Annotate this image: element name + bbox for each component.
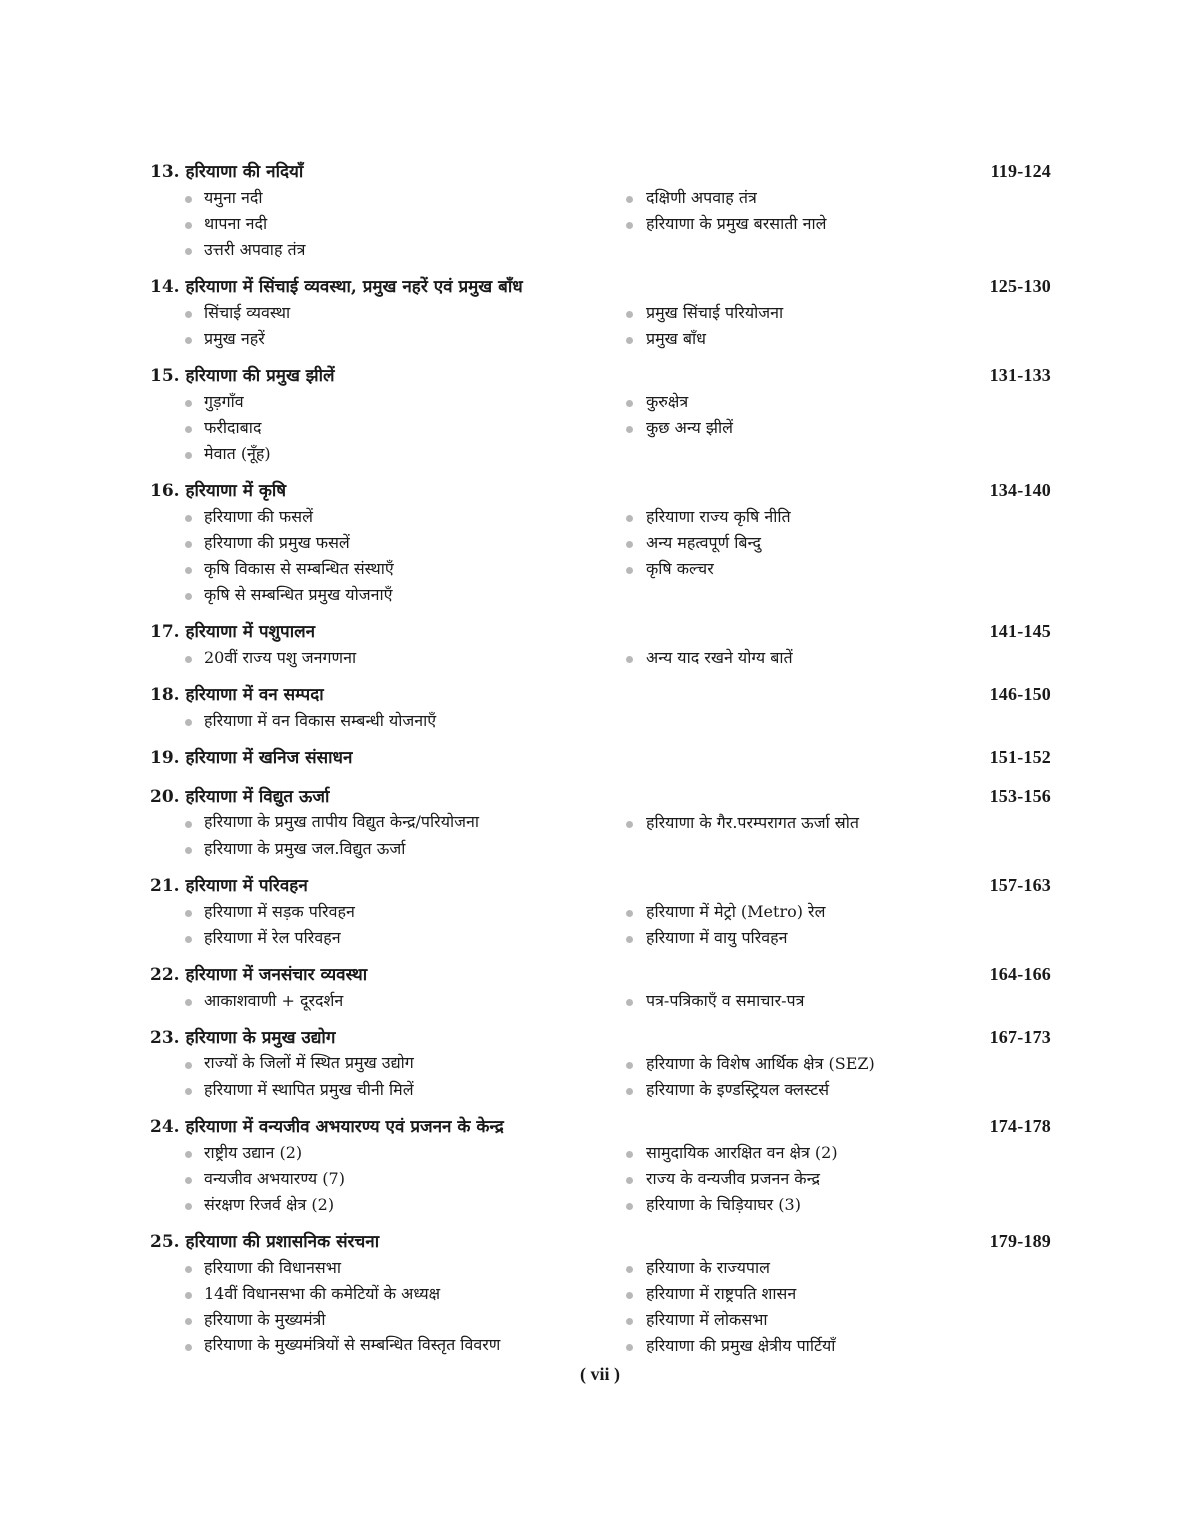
topic-item	[150, 185, 620, 211]
topic-label: हरियाणा की फसलें	[204, 507, 313, 526]
topic-label: हरियाणा के मुख्यमंत्रियों से सम्बन्धित विस्तृत विवरण	[204, 1335, 501, 1354]
topic-label: हरियाणा में सड़क परिवहन	[204, 902, 355, 921]
table-of-contents	[150, 158, 1051, 1369]
topic-item	[150, 300, 620, 326]
topic-item	[620, 899, 1051, 925]
chapter-entry	[150, 273, 1051, 352]
bullet-icon	[185, 541, 192, 548]
chapter-topics	[150, 899, 1051, 951]
topic-label: कृषि से सम्बन्धित प्रमुख योजनाएँ	[204, 585, 393, 604]
bullet-icon	[185, 1062, 192, 1069]
chapter-entry	[150, 618, 1051, 671]
topic-label: कुछ अन्य झीलें	[646, 418, 733, 437]
chapter-title: 22. हरियाणा में जनसंचार व्यवस्था	[150, 965, 368, 985]
topic-item	[150, 899, 620, 925]
chapter-entry	[150, 872, 1051, 951]
chapter-topics	[150, 185, 1051, 263]
empty-cell	[620, 441, 1051, 467]
topic-item	[620, 1333, 1051, 1359]
topic-label: गुड़गाँव	[204, 392, 244, 411]
topic-label: हरियाणा की प्रमुख क्षेत्रीय पार्टियाँ	[646, 1336, 836, 1355]
chapter-title: 14. हरियाणा में सिंचाई व्यवस्था, प्रमुख नहरें एवं प्रमुख बाँध	[150, 277, 523, 297]
topic-item	[620, 1140, 1051, 1166]
bullet-icon	[185, 515, 192, 522]
chapter-entry	[150, 362, 1051, 467]
bullet-icon	[626, 541, 633, 548]
chapter-page-range: 125-130	[989, 276, 1051, 296]
topic-item	[620, 1051, 1051, 1077]
bullet-icon	[185, 656, 192, 663]
bullet-icon	[626, 567, 633, 574]
chapter-topics	[150, 810, 1051, 862]
topic-item	[150, 810, 620, 836]
bullet-icon	[626, 311, 633, 318]
topic-item	[150, 415, 620, 441]
topic-item	[150, 1140, 620, 1166]
topic-item	[620, 645, 1051, 671]
chapter-topics	[150, 988, 1051, 1014]
topic-label: मेवात (नूँह)	[204, 444, 271, 463]
topic-label: संरक्षण रिजर्व क्षेत्र (2)	[204, 1195, 335, 1214]
topic-label: प्रमुख बाँध	[646, 329, 706, 348]
topic-item	[620, 1192, 1051, 1218]
chapter-entry	[150, 1228, 1051, 1359]
topic-item	[620, 326, 1051, 352]
bullet-icon	[185, 1266, 192, 1273]
topic-item	[620, 810, 1051, 836]
chapter-heading	[150, 961, 1051, 988]
topic-item	[150, 1307, 620, 1333]
chapter-page-range: 153-156	[989, 786, 1051, 806]
chapter-topics	[150, 1255, 1051, 1359]
topic-item	[620, 504, 1051, 530]
bullet-icon	[185, 999, 192, 1006]
topic-label: अन्य महत्वपूर्ण बिन्दु	[646, 533, 761, 552]
chapter-entry	[150, 158, 1051, 263]
topic-item	[620, 185, 1051, 211]
chapter-topics	[150, 1051, 1051, 1103]
topic-label: दक्षिणी अपवाह तंत्र	[646, 188, 757, 207]
topic-label: हरियाणा में वायु परिवहन	[646, 928, 788, 947]
bullet-icon	[185, 1177, 192, 1184]
chapter-page-range: 119-124	[990, 161, 1051, 181]
topic-label: प्रमुख सिंचाई परियोजना	[646, 303, 784, 322]
bullet-icon	[626, 1062, 633, 1069]
topic-item	[150, 708, 620, 734]
topic-item	[620, 988, 1051, 1014]
bullet-icon	[626, 1177, 633, 1184]
topic-label: कुरुक्षेत्र	[646, 392, 689, 411]
topic-label: हरियाणा के मुख्यमंत्री	[204, 1310, 326, 1329]
topic-label: राज्य के वन्यजीव प्रजनन केन्द्र	[646, 1169, 821, 1188]
topic-item	[620, 925, 1051, 951]
chapter-page-range: 131-133	[989, 365, 1051, 385]
topic-item	[150, 925, 620, 951]
chapter-heading	[150, 158, 1051, 185]
bullet-icon	[626, 515, 633, 522]
bullet-icon	[626, 337, 633, 344]
bullet-icon	[185, 1203, 192, 1210]
topic-label: हरियाणा में वन विकास सम्बन्धी योजनाएँ	[204, 711, 437, 730]
bullet-icon	[626, 196, 633, 203]
chapter-heading	[150, 477, 1051, 504]
topic-label: प्रमुख नहरें	[204, 329, 265, 348]
topic-item	[620, 1077, 1051, 1103]
topic-item	[150, 836, 620, 862]
chapter-heading	[150, 1113, 1051, 1140]
topic-label: फरीदाबाद	[204, 418, 262, 437]
chapter-heading	[150, 681, 1051, 708]
bullet-icon	[185, 821, 192, 828]
chapter-topics	[150, 504, 1051, 608]
topic-item	[150, 237, 620, 263]
bullet-icon	[185, 910, 192, 917]
chapter-topics	[150, 708, 1051, 734]
topic-item	[150, 504, 620, 530]
chapter-title: 18. हरियाणा में वन सम्पदा	[150, 685, 324, 705]
topic-label: हरियाणा में रेल परिवहन	[204, 928, 341, 947]
chapter-entry	[150, 1113, 1051, 1218]
bullet-icon	[626, 222, 633, 229]
chapter-heading	[150, 618, 1051, 645]
topic-label: 14वीं विधानसभा की कमेटियों के अध्यक्ष	[204, 1284, 441, 1303]
chapter-page-range: 141-145	[989, 621, 1051, 641]
bullet-icon	[185, 311, 192, 318]
topic-label: हरियाणा के राज्यपाल	[646, 1258, 770, 1277]
bullet-icon	[185, 847, 192, 854]
chapter-page-range: 146-150	[989, 684, 1051, 704]
topic-item	[150, 988, 620, 1014]
topic-label: हरियाणा के प्रमुख तापीय विद्युत केन्द्र/परियोजना	[204, 812, 480, 831]
bullet-icon	[626, 999, 633, 1006]
chapter-title: 13. हरियाणा की नदियाँ	[150, 162, 304, 182]
chapter-topics	[150, 1140, 1051, 1218]
chapter-heading	[150, 744, 1051, 771]
bullet-icon	[185, 1344, 192, 1351]
topic-item	[150, 326, 620, 352]
bullet-icon	[185, 426, 192, 433]
topic-item	[620, 556, 1051, 582]
bullet-icon	[185, 248, 192, 255]
chapter-page-range: 164-166	[989, 964, 1051, 984]
topic-item	[150, 441, 620, 467]
empty-cell	[620, 237, 1051, 263]
chapter-entry	[150, 1024, 1051, 1103]
topic-label: हरियाणा के विशेष आर्थिक क्षेत्र (SEZ)	[646, 1054, 875, 1073]
topic-item	[150, 1051, 620, 1077]
chapter-page-range: 151-152	[989, 747, 1051, 767]
chapter-heading	[150, 362, 1051, 389]
topic-label: हरियाणा की विधानसभा	[204, 1258, 342, 1277]
chapter-title: 25. हरियाणा की प्रशासनिक संरचना	[150, 1232, 380, 1252]
topic-label: वन्यजीव अभयारण्य (7)	[204, 1169, 345, 1188]
chapter-page-range: 167-173	[989, 1027, 1051, 1047]
topic-label: यमुना नदी	[204, 188, 263, 207]
empty-cell	[620, 836, 1051, 862]
bullet-icon	[626, 821, 633, 828]
chapter-page-range: 174-178	[989, 1116, 1051, 1136]
chapter-heading	[150, 783, 1051, 810]
topic-label: कृषि कल्चर	[646, 559, 714, 578]
chapter-heading	[150, 1024, 1051, 1051]
topic-item	[150, 1255, 620, 1281]
bullet-icon	[626, 910, 633, 917]
topic-label: आकाशवाणी + दूरदर्शन	[204, 991, 344, 1010]
topic-item	[620, 211, 1051, 237]
bullet-icon	[185, 452, 192, 459]
topic-label: सामुदायिक आरक्षित वन क्षेत्र (2)	[646, 1143, 838, 1162]
chapter-page-range: 179-189	[989, 1231, 1051, 1251]
chapter-title: 24. हरियाणा में वन्यजीव अभयारण्य एवं प्रजनन के केन्द्र	[150, 1117, 504, 1137]
topic-item	[150, 645, 620, 671]
chapter-page-range: 157-163	[989, 875, 1051, 895]
chapter-topics	[150, 300, 1051, 352]
chapter-page-range: 134-140	[989, 480, 1051, 500]
bullet-icon	[185, 1151, 192, 1158]
topic-item	[150, 211, 620, 237]
topic-item	[620, 1166, 1051, 1192]
chapter-topics	[150, 389, 1051, 467]
bullet-icon	[626, 936, 633, 943]
chapter-entry	[150, 783, 1051, 862]
topic-label: सिंचाई व्यवस्था	[204, 303, 291, 322]
chapter-entry	[150, 961, 1051, 1014]
chapter-entry	[150, 477, 1051, 608]
topic-item	[620, 415, 1051, 441]
topic-item	[150, 1192, 620, 1218]
chapter-heading	[150, 273, 1051, 300]
bullet-icon	[185, 1318, 192, 1325]
topic-label: पत्र-पत्रिकाएँ व समाचार-पत्र	[646, 991, 805, 1010]
topic-label: हरियाणा में राष्ट्रपति शासन	[646, 1284, 797, 1303]
empty-cell	[620, 582, 1051, 608]
empty-cell	[620, 708, 1051, 734]
topic-item	[620, 1255, 1051, 1281]
topic-label: हरियाणा में स्थापित प्रमुख चीनी मिलें	[204, 1080, 414, 1099]
topic-label: थापना नदी	[204, 214, 268, 233]
topic-label: हरियाणा के प्रमुख जल.विद्युत ऊर्जा	[204, 839, 406, 858]
chapter-topics	[150, 645, 1051, 671]
topic-item	[150, 389, 620, 415]
topic-item	[620, 1281, 1051, 1307]
bullet-icon	[185, 936, 192, 943]
topic-item	[150, 1077, 620, 1103]
topic-label: हरियाणा में मेट्रो (Metro) रेल	[646, 902, 826, 921]
topic-item	[150, 1333, 620, 1359]
chapter-title: 19. हरियाणा में खनिज संसाधन	[150, 748, 353, 768]
bullet-icon	[185, 222, 192, 229]
topic-label: हरियाणा के गैर.परम्परागत ऊर्जा स्रोत	[646, 813, 860, 832]
chapter-heading	[150, 1228, 1051, 1255]
topic-label: 20वीं राज्य पशु जनगणना	[204, 648, 357, 667]
chapter-title: 21. हरियाणा में परिवहन	[150, 876, 308, 896]
topic-label: उत्तरी अपवाह तंत्र	[204, 240, 306, 259]
bullet-icon	[185, 196, 192, 203]
topic-label: हरियाणा के इण्डस्ट्रियल क्लस्टर्स	[646, 1080, 830, 1099]
topic-label: हरियाणा के चिड़ियाघर (3)	[646, 1195, 801, 1214]
chapter-title: 17. हरियाणा में पशुपालन	[150, 622, 316, 642]
bullet-icon	[626, 1088, 633, 1095]
chapter-entry	[150, 681, 1051, 734]
topic-item	[150, 1281, 620, 1307]
topic-label: हरियाणा में लोकसभा	[646, 1310, 768, 1329]
topic-item	[620, 300, 1051, 326]
page-number: ( vii )	[580, 1364, 620, 1384]
topic-item	[150, 582, 620, 608]
chapter-title: 23. हरियाणा के प्रमुख उद्योग	[150, 1028, 336, 1048]
topic-label: अन्य याद रखने योग्य बातें	[646, 648, 793, 667]
topic-item	[620, 1307, 1051, 1333]
topic-label: हरियाणा के प्रमुख बरसाती नाले	[646, 214, 827, 233]
bullet-icon	[626, 656, 633, 663]
bullet-icon	[185, 337, 192, 344]
topic-label: कृषि विकास से सम्बन्धित संस्थाएँ	[204, 559, 394, 578]
topic-label: राष्ट्रीय उद्यान (2)	[204, 1143, 303, 1162]
bullet-icon	[185, 567, 192, 574]
chapter-title: 15. हरियाणा की प्रमुख झीलें	[150, 366, 335, 386]
topic-item	[150, 530, 620, 556]
bullet-icon	[626, 1292, 633, 1299]
chapter-title: 16. हरियाणा में कृषि	[150, 481, 287, 501]
topic-item	[620, 530, 1051, 556]
bullet-icon	[626, 400, 633, 407]
chapter-entry	[150, 744, 1051, 771]
bullet-icon	[626, 1318, 633, 1325]
topic-item	[620, 389, 1051, 415]
bullet-icon	[626, 1266, 633, 1273]
bullet-icon	[185, 400, 192, 407]
bullet-icon	[185, 1292, 192, 1299]
chapter-heading	[150, 872, 1051, 899]
topic-label: हरियाणा राज्य कृषि नीति	[646, 507, 791, 526]
topic-item	[150, 556, 620, 582]
topic-item	[150, 1166, 620, 1192]
bullet-icon	[185, 593, 192, 600]
bullet-icon	[626, 426, 633, 433]
topic-label: हरियाणा की प्रमुख फसलें	[204, 533, 350, 552]
bullet-icon	[626, 1151, 633, 1158]
bullet-icon	[626, 1344, 633, 1351]
bullet-icon	[626, 1203, 633, 1210]
topic-label: राज्यों के जिलों में स्थित प्रमुख उद्योग	[204, 1053, 414, 1072]
bullet-icon	[185, 1088, 192, 1095]
bullet-icon	[185, 719, 192, 726]
chapter-title: 20. हरियाणा में विद्युत ऊर्जा	[150, 787, 330, 807]
